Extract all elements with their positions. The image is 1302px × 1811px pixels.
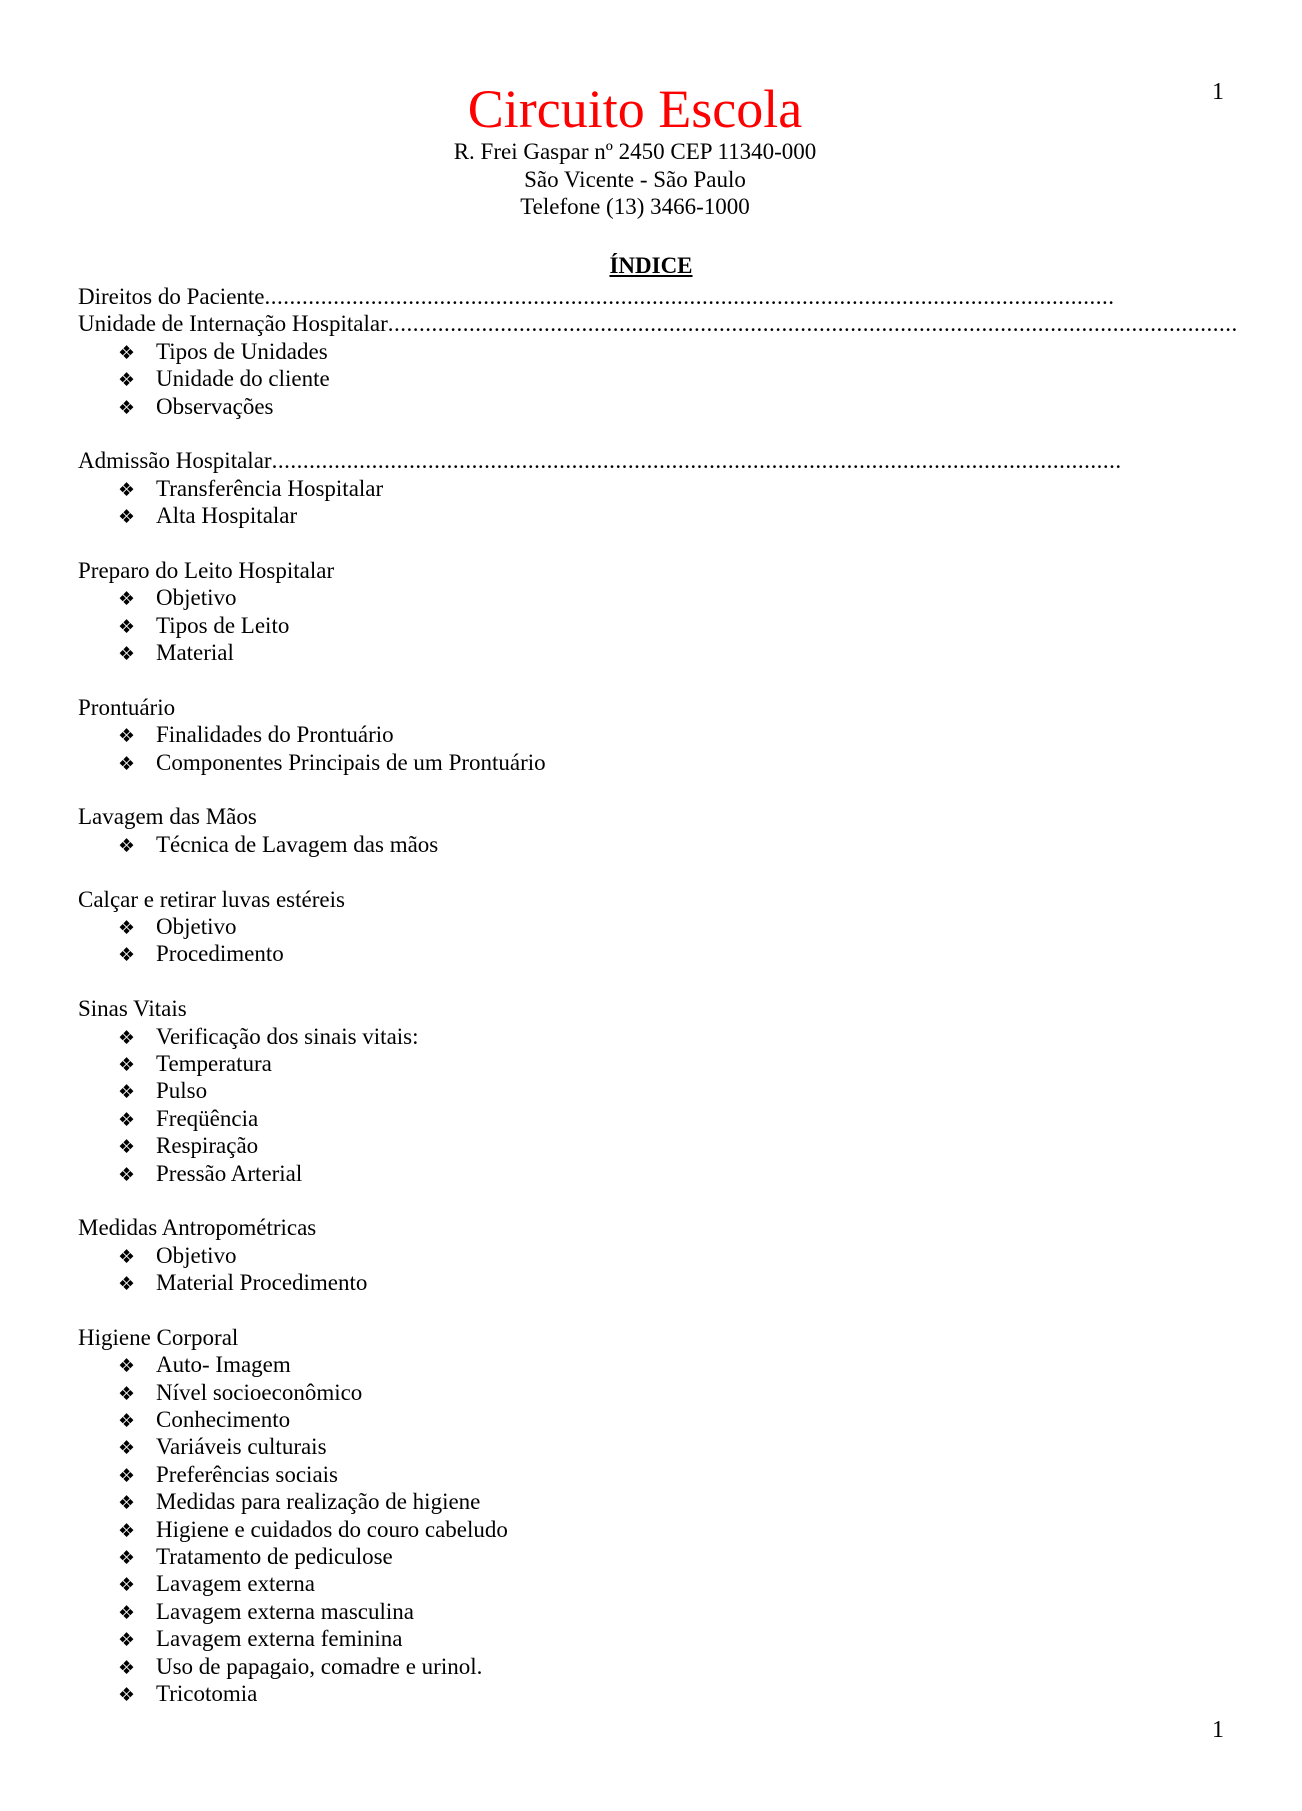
toc-entry [78,283,1115,310]
diamond-bullet-icon: ❖ [118,1163,136,1186]
toc-subitem: ❖ Tricotomia [78,1680,1098,1707]
diamond-bullet-icon: ❖ [118,1683,136,1706]
toc-subitems [78,1351,1098,1707]
toc-entry [78,557,1098,584]
toc-subitem: ❖ Tipos de Unidades [78,338,1098,365]
toc-entry [78,1214,1098,1241]
diamond-bullet-icon: ❖ [118,1273,136,1296]
toc-heading: ÍNDICE [609,253,693,278]
toc-subitems [78,913,1098,968]
toc-subitem: ❖ Técnica de Lavagem das mãos [78,831,1098,858]
diamond-bullet-icon: ❖ [118,1464,136,1487]
toc-entry [78,1324,1098,1351]
toc-subitem: ❖ Pressão Arterial [78,1160,1098,1187]
toc-subitem: ❖ Objetivo [78,584,1098,611]
toc-subitem: ❖ Componentes Principais de um Prontuário [78,749,1098,776]
toc-subitem: ❖ Material Procedimento [78,1269,1098,1296]
diamond-bullet-icon: ❖ [118,1519,136,1542]
toc-subitem: ❖ Verificação dos sinais vitais: [78,1023,1098,1050]
diamond-bullet-icon: ❖ [118,1245,136,1268]
diamond-bullet-icon: ❖ [118,1629,136,1652]
diamond-bullet-icon: ❖ [118,752,136,775]
diamond-bullet-icon: ❖ [118,1656,136,1679]
diamond-bullet-icon: ❖ [118,1546,136,1569]
toc-entry [78,803,1098,830]
toc-subitem: ❖ Alta Hospitalar [78,502,1098,529]
diamond-bullet-icon: ❖ [118,944,136,967]
toc-entry-title: Higiene Corporal [78,1324,239,1350]
toc-entry [78,310,1238,337]
toc-subitem: ❖ Temperatura [78,1050,1098,1077]
toc-subitem: ❖ Higiene e cuidados do couro cabeludo [78,1516,1098,1543]
toc-subitem: ❖ Transferência Hospitalar [78,475,1098,502]
toc-subitem: ❖ Respiração [78,1132,1098,1159]
toc-subitem: ❖ Lavagem externa feminina [78,1625,1098,1652]
toc-entry-title: Admissão Hospitalar [78,448,272,474]
toc-subitem: ❖ Tratamento de pediculose [78,1543,1098,1570]
diamond-bullet-icon: ❖ [118,1108,136,1131]
toc-subitem: ❖ Procedimento [78,940,1098,967]
toc-subitems [78,1023,1098,1187]
toc-subitem: ❖ Uso de papagaio, comadre e urinol. [78,1653,1098,1680]
dot-leader: ........................................................................................................................................ [271,448,1122,474]
diamond-bullet-icon: ❖ [118,1574,136,1597]
diamond-bullet-icon: ❖ [118,1053,136,1076]
toc-subitem: ❖ Objetivo [78,1242,1098,1269]
toc-subitem: ❖ Pulso [78,1077,1098,1104]
toc-entry [78,447,1122,474]
diamond-bullet-icon: ❖ [118,478,136,501]
toc-entry-title: Direitos do Paciente [78,284,265,309]
toc-subitems [78,1242,1098,1297]
address-line: R. Frei Gaspar nº 2450 CEP 11340-000 [453,139,817,164]
toc-subitems [78,338,1098,420]
diamond-bullet-icon: ❖ [118,1601,136,1624]
page-number-bottom: 1 [1212,1717,1224,1743]
toc-subitems [78,584,1098,666]
diamond-bullet-icon: ❖ [118,643,136,666]
toc-subitem: ❖ Tipos de Leito [78,612,1098,639]
diamond-bullet-icon: ❖ [118,615,136,638]
document-title: Circuito Escola [467,79,803,139]
toc-entry [78,886,1098,913]
dot-leader: ........................................................................................................................................ [387,311,1238,337]
dot-leader: ........................................................................................................................................ [264,284,1115,309]
diamond-bullet-icon: ❖ [118,1437,136,1460]
diamond-bullet-icon: ❖ [118,1026,136,1049]
city-line: São Vicente - São Paulo [524,166,746,192]
document-header [0,80,1270,221]
diamond-bullet-icon: ❖ [118,1355,136,1378]
toc-entry-title: Unidade de Internação Hospitalar [78,311,388,337]
toc-entry [78,694,1098,721]
toc-entry-title: Calçar e retirar luvas estéreis [78,886,345,912]
diamond-bullet-icon: ❖ [118,916,136,939]
diamond-bullet-icon: ❖ [118,1492,136,1515]
diamond-bullet-icon: ❖ [118,1410,136,1433]
diamond-bullet-icon: ❖ [118,369,136,392]
diamond-bullet-icon: ❖ [118,834,136,857]
diamond-bullet-icon: ❖ [118,396,136,419]
diamond-bullet-icon: ❖ [118,588,136,611]
diamond-bullet-icon: ❖ [118,1382,136,1405]
toc-subitem: ❖ Conhecimento [78,1406,1098,1433]
toc-subitem: ❖ Lavagem externa [78,1570,1098,1597]
toc-entry-title: Sinas Vitais [78,996,187,1022]
phone-line: Telefone (13) 3466-1000 [520,194,750,219]
toc-subitems [78,831,1098,858]
toc-subitem: ❖ Variáveis culturais [78,1433,1098,1460]
diamond-bullet-icon: ❖ [118,341,136,364]
toc-subitems [78,721,1098,776]
page-number-top: 1 [1212,79,1224,105]
table-of-contents [78,283,1238,1707]
diamond-bullet-icon: ❖ [118,725,136,748]
toc-subitem: ❖ Objetivo [78,913,1098,940]
toc-entry-title: Prontuário [78,694,176,720]
toc-subitem: ❖ Freqüência [78,1105,1098,1132]
diamond-bullet-icon: ❖ [118,1136,136,1159]
toc-entry-title: Medidas Antropométricas [78,1215,317,1241]
diamond-bullet-icon: ❖ [118,506,136,529]
toc-entry-title: Preparo do Leito Hospitalar [78,557,335,583]
toc-entry [78,995,1098,1022]
toc-subitem: ❖ Observações [78,393,1098,420]
toc-subitem: ❖ Lavagem externa masculina [78,1598,1098,1625]
toc-subitem: ❖ Material [78,639,1098,666]
toc-subitem: ❖ Nível socioeconômico [78,1379,1098,1406]
toc-subitem: ❖ Medidas para realização de higiene [78,1488,1098,1515]
toc-subitem: ❖ Finalidades do Prontuário [78,721,1098,748]
diamond-bullet-icon: ❖ [118,1081,136,1104]
toc-entry-title: Lavagem das Mãos [78,804,257,830]
toc-subitem: ❖ Preferências sociais [78,1461,1098,1488]
toc-subitems [78,475,1098,530]
toc-subitem: ❖ Auto- Imagem [78,1351,1098,1378]
toc-subitem: ❖ Unidade do cliente [78,365,1098,392]
